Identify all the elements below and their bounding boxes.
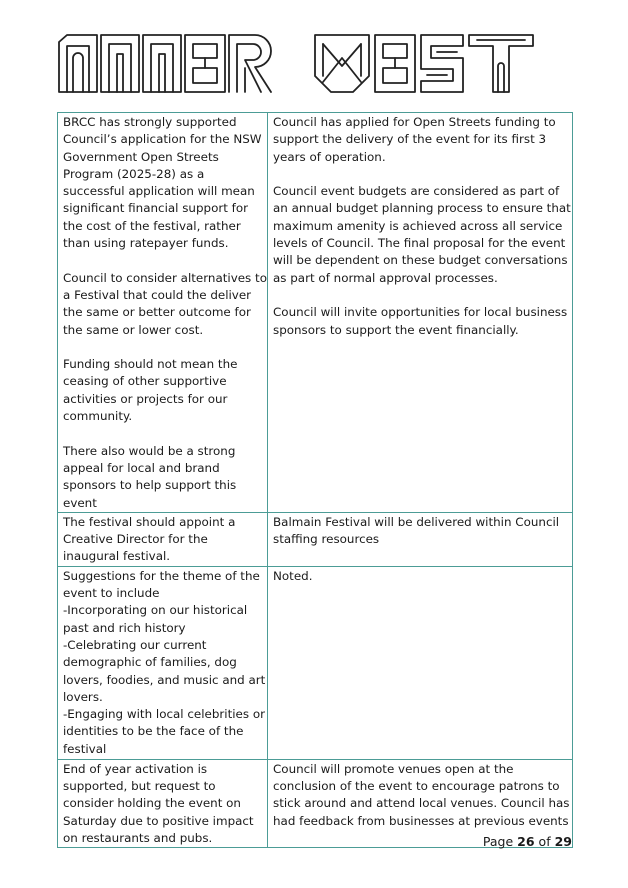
logo-letter-i [59, 35, 97, 92]
logo-letter-r [229, 35, 271, 92]
logo-letter-w [315, 35, 369, 92]
logo-letter-t [469, 35, 533, 92]
feedback-cell: Suggestions for the theme of the event to include -Incorporating on our historical past and rich history -Celebrating our current demographic of families, dog lovers, foodies, and music and art lovers. -Engaging with local celebrities or identities to be the face of the festival [58, 566, 268, 759]
response-cell: Council has applied for Open Streets funding to support the delivery of the event for its first 3 years of operation. Council event budgets are considered as part of an annual budget planning process to ensure that maximum amenity is achieved across all service levels of Council. The final proposal for the event will be dependent on these budget conversations as part of normal approval processes. Council will invite opportunities for local business sponsors to support the event financially. [268, 113, 573, 513]
feedback-cell: The festival should appoint a Creative Director for the inaugural festival. [58, 512, 268, 566]
response-cell: Council will promote venues open at the conclusion of the event to encourage patrons to stick around and attend local venues. Council has had feedback from businesses at previous events [268, 759, 573, 847]
logo-letter-e1 [185, 35, 225, 92]
page-of: of [538, 834, 551, 849]
inner-west-logo-graphic [57, 32, 535, 94]
response-cell: Noted. [268, 566, 573, 759]
logo-letter-n1 [101, 35, 139, 92]
page-current: 26 [517, 834, 535, 849]
logo-letter-s [421, 35, 463, 92]
page-label: Page [482, 834, 514, 849]
logo-letter-n2 [143, 35, 181, 92]
page-total: 29 [554, 834, 572, 849]
response-cell: Balmain Festival will be delivered within Council staffing resources [268, 512, 573, 566]
table-row [58, 566, 573, 759]
table-row [58, 113, 573, 513]
feedback-cell: BRCC has strongly supported Council’s application for the NSW Government Open Streets Program (2025-28) as a successful application will mean significant financial support for the cost of the festival, rather than using ratepayer funds. Council to consider alternatives to a Festival that could the deliver the same or better outcome for the same or lower cost. Funding should not mean the ceasing of other supportive activities or projects for our community. There also would be a strong appeal for local and brand sponsors to help support this event [58, 113, 268, 513]
inner-west-logo [57, 32, 535, 94]
page-number [483, 834, 572, 849]
table-row [58, 512, 573, 566]
logo-letter-e2 [375, 35, 415, 92]
feedback-response-table [57, 112, 573, 848]
feedback-cell: End of year activation is supported, but request to consider holding the event on Saturday due to positive impact on restaurants and pubs. [58, 759, 268, 847]
